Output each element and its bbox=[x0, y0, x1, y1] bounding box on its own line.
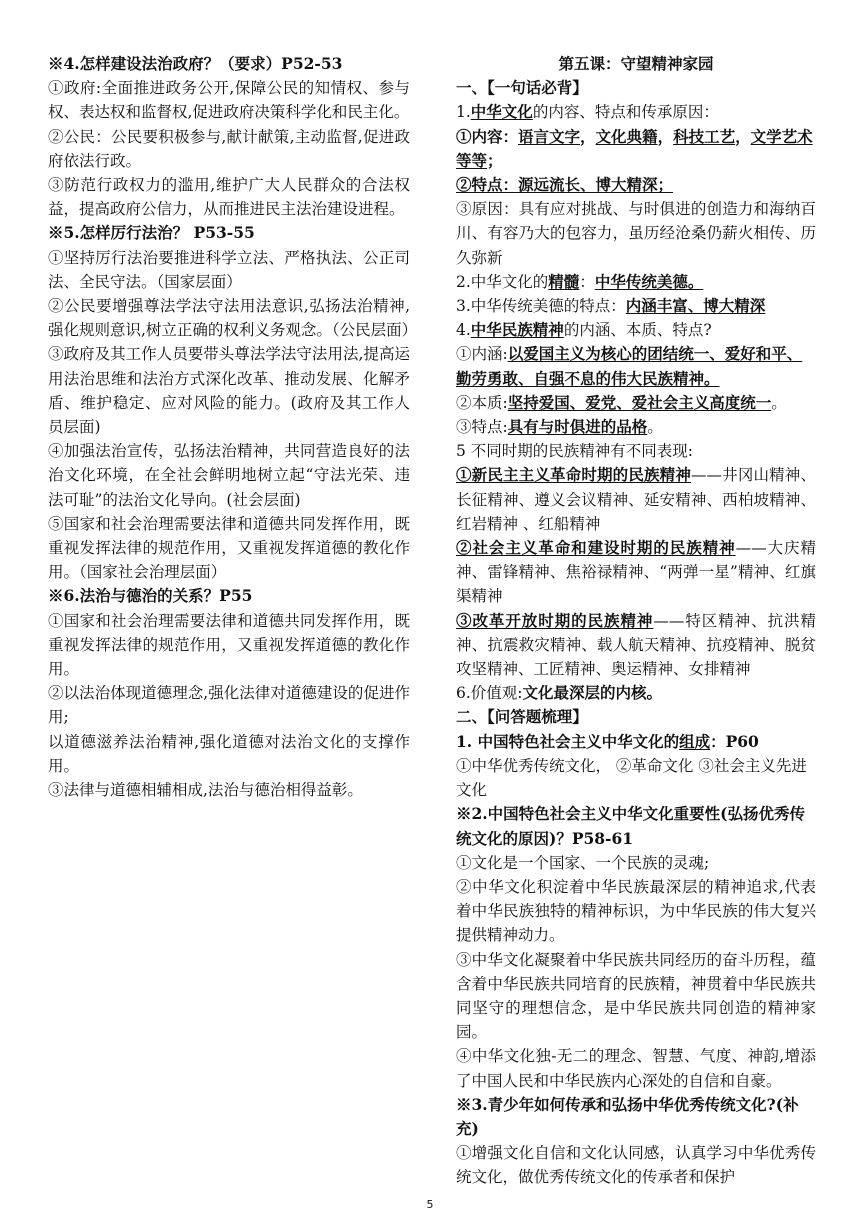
q5-point-2: ②公民要增强尊法学法守法用法意识,弘扬法治精神,强化规则意识,树立正确的权利义务观念。（公民层面） bbox=[48, 297, 418, 340]
item-5-period-2-head: ②社会主义革命和建设时期的民族精神 bbox=[456, 538, 736, 558]
q3-point-1: ①增强文化自信和文化认同感，认真学习中华优秀传统文化，做优秀传统文化的传承者和保护 bbox=[456, 1144, 816, 1187]
q4-point-2: ②公民：公民要积极参与,献计献策,主动监督,促进政府依法行政。 bbox=[48, 127, 410, 170]
item-2-keyword: 精髓 bbox=[548, 271, 580, 291]
item-1-content-end: ； bbox=[487, 150, 503, 170]
item-1-content-lead: ①内容： bbox=[456, 126, 519, 146]
item-4-meaning-text: 以爱国主义为核心的团结统一、爱好和平、勤劳勇敢、自强不息的伟大民族精神。 bbox=[456, 344, 803, 388]
item-6-answer: 文化最深层的内核。 bbox=[522, 683, 663, 703]
item-1-content-sep: ， bbox=[735, 126, 751, 146]
item-4 bbox=[456, 318, 816, 342]
question-2-title: ※2.中国特色社会主义中华文化重要性(弘扬优秀传统文化的原因)？P58-61 bbox=[456, 804, 806, 848]
q2-point-4: ④中华文化独-无二的理念、智慧、气度、神韵,增添了中国人民和中华民族内心深处的自信和自豪。 bbox=[456, 1047, 816, 1090]
item-4-trait-text: 具有与时俱进的品格 bbox=[507, 417, 648, 437]
item-6-lead: 6.价值观: bbox=[456, 684, 523, 703]
left-column bbox=[48, 52, 418, 802]
question-1-lead: 1. 中国特色社会主义中华文化的 bbox=[456, 731, 680, 751]
item-5-period-3-head: ③改革开放时期的民族精神 bbox=[456, 610, 654, 630]
item-5-period-2 bbox=[456, 536, 816, 609]
question-6-title: ※6.法治与德治的关系？P55 bbox=[48, 586, 253, 606]
q6-point-3: ③法律与道德相辅相成,法治与德治相得益彰。 bbox=[48, 781, 363, 800]
q6-point-1: ①国家和社会治理需要法律和道德共同发挥作用，既重视发挥法律的规范作用，又重视发挥道德的教化作用。 bbox=[48, 611, 410, 679]
q2-point-3: ③中华文化凝聚着中华民族共同经历的奋斗历程，蕴含着中华民族共同培育的民族精，神贯着中华民族共同坚守的理想信念，是中华民族共同创造的精神家园。 bbox=[456, 950, 816, 1042]
item-4-essence-end: 。 bbox=[771, 393, 787, 412]
item-5-period-1-text: ——井冈山精神、长征精神、遵义会议精神、延安精神、西柏坡精神、红岩精神 、红船精神 bbox=[456, 466, 816, 533]
item-4-keyword: 中华民族精神 bbox=[470, 320, 564, 340]
item-5-period-3 bbox=[456, 609, 816, 682]
item-4-number: 4. bbox=[456, 321, 471, 340]
question-1-body: ①中华优秀传统文化， ②革命文化 ③社会主义先进文化 bbox=[456, 756, 807, 800]
item-4-essence-text: 坚持爱国、爱党、爱社会主义高度统一 bbox=[507, 392, 772, 412]
right-column bbox=[456, 52, 816, 1190]
q5-point-4: ④加强法治宣传，弘扬法治精神，共同营造良好的法治文化环境，在全社会鲜明地树立起“守法光荣、违法可耻”的法治文化导向。(社会层面) bbox=[48, 442, 410, 509]
question-1-keyword: 组成 bbox=[679, 731, 711, 751]
section-2-title: 二、【问答题梳理】 bbox=[456, 707, 588, 727]
q6-point-2-cont: 以道德滋养法治精神,强化道德对法治文化的支撑作用。 bbox=[48, 732, 410, 775]
item-5: 5 不同时期的民族精神有不同表现: bbox=[456, 442, 694, 461]
page-number: 5 bbox=[426, 1198, 434, 1211]
q4-point-3: ③防范行政权力的滥用,维护广大人民群众的合法权益，提高政府公信力，从而推进民主法治建设进程。 bbox=[48, 176, 410, 219]
item-5-period-3-text: ——特区精神、抗洪精神、抗震救灾精神、载人航天精神、抗疫精神、脱贫攻坚精神、工匠精神、奥运精神、女排精神 bbox=[456, 611, 816, 679]
item-1-content-1: 语言文字 bbox=[518, 126, 581, 146]
q5-point-1: ①坚持厉行法治要推进科学立法、严格执法、公正司法、全民守法。（国家层面） bbox=[48, 248, 410, 291]
item-3-lead: 3.中华传统美德的特点： bbox=[456, 297, 626, 316]
item-2-colon: ： bbox=[579, 272, 595, 291]
item-4-meaning bbox=[456, 342, 816, 390]
question-3-title: ※3.青少年如何传承和弘扬中华优秀传统文化?(补充) bbox=[456, 1094, 799, 1138]
item-4-essence-lead: ②本质: bbox=[456, 393, 508, 412]
item-3 bbox=[456, 294, 816, 318]
question-1-page: ：P60 bbox=[710, 731, 759, 751]
q5-point-3: ③政府及其工作人员要带头尊法学法守法用法,提高运用法治思维和法治方式深化改革、推动发展、化解矛盾、维护稳定、应对风险的能力。(政府及其工作人员层面) bbox=[48, 345, 410, 437]
item-1-content-sep: ， bbox=[657, 126, 674, 146]
item-5-period-1-head: ①新民主主义革命时期的民族精神 bbox=[456, 465, 691, 485]
item-1-heading bbox=[456, 100, 816, 124]
item-4-meaning-lead: ①内涵: bbox=[456, 345, 508, 364]
item-5-period-2-text: ——大庆精神、雷锋精神、焦裕禄精神、“两弹一星”精神、红旗渠精神 bbox=[456, 539, 816, 606]
item-1-content-3: 科技工艺 bbox=[673, 126, 736, 146]
item-1-content bbox=[456, 125, 816, 173]
item-1-content-sep: ， bbox=[580, 126, 596, 146]
item-2-lead: 2.中华文化的 bbox=[456, 272, 549, 291]
item-4-trait bbox=[456, 415, 816, 439]
item-2 bbox=[456, 270, 816, 294]
item-1-content-4: 文学艺术等等 bbox=[456, 126, 813, 170]
q5-point-5: ⑤国家和社会治理需要法律和道德共同发挥作用，既重视发挥法律的规范作用，又重视发挥道德的教化作用。（国家社会治理层面） bbox=[48, 514, 410, 582]
q6-point-2: ②以法治体现道德理念,强化法律对道德建设的促进作用; bbox=[48, 684, 410, 727]
lesson-title: 第五课：守望精神家园 bbox=[558, 54, 714, 73]
item-4-trait-end: 。 bbox=[647, 418, 663, 437]
q2-point-2: ②中华文化积淀着中华民族最深层的精神追求,代表着中华民族独特的精神标识，为中华民族的伟大复兴提供精神动力。 bbox=[456, 877, 816, 945]
question-4-title: ※4.怎样建设法治政府？（要求）P52-53 bbox=[48, 54, 343, 73]
item-1-features: ②特点：源远流长、博大精深； bbox=[456, 175, 674, 195]
item-5-period-1 bbox=[456, 463, 816, 536]
question-1-title bbox=[456, 730, 816, 754]
item-4-trait-lead: ③特点: bbox=[456, 418, 508, 437]
q4-point-1: ①政府:全面推进政务公开,保障公民的知情权、参与权、表达权和监督权,促进政府决策科学化和民主化。 bbox=[48, 79, 410, 122]
item-1-rest: 的内容、特点和传承原因： bbox=[532, 103, 719, 122]
question-5-title: ※5.怎样厉行法治？ P53-55 bbox=[48, 223, 255, 243]
item-1-reason: ③原因：具有应对挑战、与时俱进的创造力和海纳百川、有容乃大的包容力，虽历经沧桑仍薪火相传、历久弥新 bbox=[456, 200, 816, 267]
item-2-answer: 中华传统美德。 bbox=[594, 271, 704, 291]
item-1-content-2: 文化典籍 bbox=[595, 126, 658, 146]
item-1-number: 1. bbox=[456, 103, 471, 122]
section-1-title: 一、【一句话必背】 bbox=[456, 78, 588, 98]
item-3-answer: 内涵丰富、博大精深 bbox=[625, 296, 766, 316]
item-6 bbox=[456, 681, 816, 705]
q2-point-1: ①文化是一个国家、一个民族的灵魂; bbox=[456, 853, 710, 872]
item-4-essence bbox=[456, 391, 816, 415]
item-4-rest: 的内涵、本质、特点? bbox=[563, 321, 712, 340]
item-1-keyword: 中华文化 bbox=[470, 102, 533, 122]
